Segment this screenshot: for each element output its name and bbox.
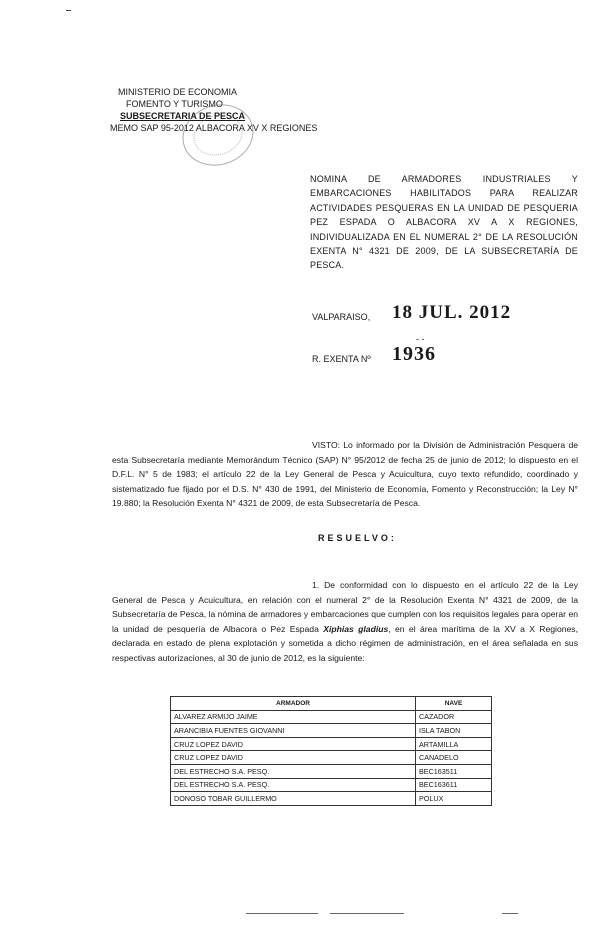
nave-cell: CAZADOR <box>416 710 492 724</box>
table-row <box>171 792 492 806</box>
column-header-armador: ARMADOR <box>171 697 416 711</box>
species-name: Xiphias gladius <box>323 623 389 634</box>
table-row <box>171 778 492 792</box>
column-header-nave: NAVE <box>416 697 492 711</box>
armador-cell: DONOSO TOBAR GUILLERMO <box>171 792 416 806</box>
footer-rule <box>246 913 318 914</box>
table-row <box>171 710 492 724</box>
paragraph-text-start: 1. De conformidad con lo dispuesto en el artículo 22 de la Ley General de Pesca y Acuicultura, en relación con el numeral 2° de la Resolución Exenta N° 4321 de 2009, de la Subsecretaría de Pesca, la nómina de armadores y embarcaciones que cumplen con los requisitos legales para operar en la unidad de pesquería de Albacora o Pez Espada <box>112 580 578 634</box>
resolution-title: NOMINA DE ARMADORES INDUSTRIALES Y EMBARCACIONES HABILITADOS PARA REALIZAR ACTIVIDADES PESQUERAS EN LA UNIDAD DE PESQUERIA PEZ ESPADA O ALBACORA XV A X REGIONES, INDIVIDUALIZADA EN EL NUMERAL 2° DE LA RESOLUCIÓN EXENTA N° 4321 DE 2009, DE LA SUBSECRETARÍA DE PESCA. <box>310 174 578 271</box>
resolution-date-stamp: 18 JUL. 2012 <box>392 302 512 323</box>
subsecretaria-name: SUBSECRETARIA DE PESCA <box>120 111 246 121</box>
resolution-paragraph-1 <box>112 578 578 665</box>
armador-cell: DEL ESTRECHO S.A. PESQ. <box>171 764 416 778</box>
nave-cell: CANADELO <box>416 751 492 765</box>
nave-cell: ARTAMILLA <box>416 737 492 751</box>
armador-cell: DEL ESTRECHO S.A. PESQ. <box>171 778 416 792</box>
nave-cell: POLUX <box>416 792 492 806</box>
footer-rule <box>330 913 404 914</box>
armador-cell: CRUZ LOPEZ DAVID <box>171 751 416 765</box>
department-name: FOMENTO Y TURISMO <box>126 99 223 109</box>
table-row <box>171 751 492 765</box>
table-row <box>171 724 492 738</box>
margin-mark <box>66 10 71 11</box>
armador-cell: ARANCIBIA FUENTES GIOVANNI <box>171 724 416 738</box>
official-seal-inner-ring <box>188 108 248 161</box>
paragraph-text-end: , en el área marítima de la XV a X Regiones, declarada en estado de plena explotación y sometida a dicho régimen de administración, en el área señalada en sus respectivas autorizaciones, al 30 de junio de 2012, es la siguiente: <box>112 623 578 663</box>
nave-cell: BEC163511 <box>416 764 492 778</box>
ministry-name: MINISTERIO DE ECONOMIA <box>118 87 238 97</box>
armador-cell: CRUZ LOPEZ DAVID <box>171 737 416 751</box>
exenta-number-stamp: 1936 <box>392 343 436 365</box>
dash-mark: - - <box>416 334 425 344</box>
armador-cell: ALVAREZ ARMIJO JAIME <box>171 710 416 724</box>
memo-reference: MEMO SAP 95-2012 ALBACORA XV X REGIONES <box>110 123 318 133</box>
nave-cell: ISLA TABON <box>416 724 492 738</box>
place-label: VALPARAISO, <box>312 312 371 322</box>
exenta-label: R. EXENTA Nº <box>312 354 371 364</box>
table-header-row <box>171 697 492 711</box>
table-row <box>171 737 492 751</box>
table-row <box>171 764 492 778</box>
visto-paragraph: VISTO: Lo informado por la División de Administración Pesquera de esta Subsecretaría mediante Memorándum Técnico (SAP) N° 95/2012 de fecha 25 de junio de 2012; lo dispuesto en el D.F.L. N° 5 de 1983; el artículo 22 de la Ley General de Pesca y Acuicultura, cuyo texto refundido, coordinado y sistematizado fue fijado por el D.S. N° 430 de 1991, del Ministerio de Economía, Fomento y Reconstrucción; la Ley N° 19.880; la Resolución Exenta N° 4321 de 2009, de esta Subsecretaría de Pesca. <box>112 440 578 508</box>
nave-cell: BEC163611 <box>416 778 492 792</box>
resuelvo-heading: RESUELVO: <box>318 533 397 543</box>
armadores-table <box>170 696 492 806</box>
footer-rule <box>502 913 518 914</box>
